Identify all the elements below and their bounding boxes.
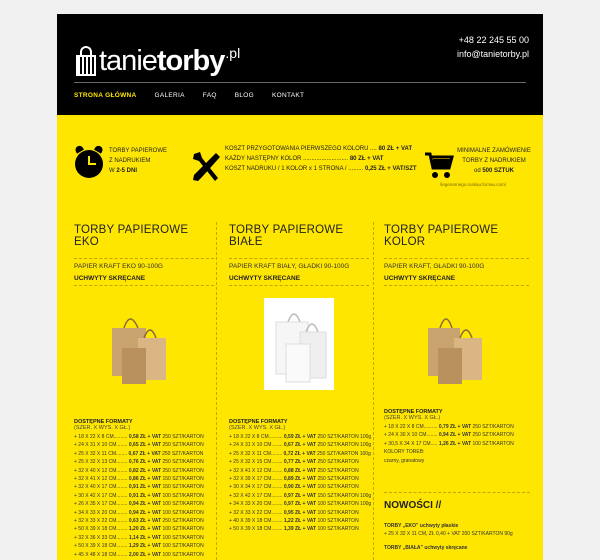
phone-number[interactable]: +48 22 245 55 00 (458, 35, 529, 45)
format-size: + 24 X 31 X 10 CM........ (74, 442, 128, 449)
format-size: + 50 X 39 X 18 CM........ (74, 543, 128, 550)
column-paper: PAPIER KRAFT, GŁADKI 90-100G (384, 258, 529, 270)
format-price: 0,86 ZŁ + VAT (128, 476, 162, 483)
info-link[interactable]: /legenarnego.ruskau.fornau.com/ (440, 182, 507, 187)
column-title[interactable]: TORBY PAPIEROWE EKO (74, 224, 189, 248)
format-row (229, 475, 371, 483)
format-row (384, 440, 514, 448)
format-qty: 100 SZT/KARTON (317, 526, 359, 533)
colors-list: czarny, granatowy (384, 457, 425, 464)
format-row (74, 517, 204, 525)
format-price: 0,72 ZŁ + VAT (283, 450, 316, 457)
format-qty: 250 SZT/KARTON (162, 434, 204, 440)
format-price: 0,88 ZŁ + VAT (283, 467, 317, 474)
format-row (74, 467, 204, 475)
format-qty: 250 SZT/KARTON (472, 424, 514, 430)
white-bags-photo[interactable] (264, 298, 334, 390)
format-qty: 250 SZT/KARTON (472, 432, 514, 439)
format-row (74, 534, 204, 542)
format-price: 0,94 ZŁ + VAT (128, 509, 162, 516)
delivery-time-info: TORBY PAPIEROWE Z NADRUKIEM W 2-5 DNI (109, 148, 168, 174)
format-price: 0,76 ZŁ + VAT (128, 459, 162, 466)
logo-text-bold: torby (156, 45, 225, 77)
format-row (74, 483, 204, 491)
logo-text-light: tanie (99, 45, 157, 77)
format-price: 0,97 ZŁ + VAT (283, 492, 317, 499)
format-price: 0,91 ZŁ + VAT (128, 484, 162, 491)
format-qty: 100 SZT/KARTON 100g (317, 501, 372, 508)
clock-icon (75, 150, 103, 178)
format-qty: 150 SZT/KARTON (162, 476, 204, 483)
format-qty: 250 SZT/KARTON (317, 476, 359, 483)
format-row (74, 542, 204, 550)
nav-item-home[interactable]: STRONA GŁÓWNA (74, 92, 137, 99)
format-size: + 18 X 22 X 8 CM.......... (74, 434, 128, 440)
column-title[interactable]: TORBY PAPIEROWE BIAŁE (229, 224, 344, 248)
column-paper: PAPIER KRAFT BIAŁY, GŁADKI 90-100G (229, 258, 369, 270)
format-price: 0,90 ZŁ + VAT (283, 484, 317, 491)
news-item: TORBY „EKO” uchwyty płaskie + 25 X 32 X 11 CM, ZŁ 0,40 + VAT 200 SZT/KARTON 90g TORBY „BIAŁA” uchwyty skręcane (384, 523, 513, 551)
format-price: 0,77 ZŁ + VAT (283, 459, 317, 466)
format-price: 1,29 ZŁ + VAT (128, 543, 162, 550)
format-size: + 32 X 40 X 12 CM........ (74, 467, 128, 474)
format-price: 2,00 ZŁ + VAT (128, 551, 162, 558)
column-handles: UCHWYTY SKRĘCANE (229, 275, 301, 282)
nav-item-contact[interactable]: KONTAKT (271, 92, 305, 99)
format-size: + 18 X 22 X 8 CM.......... (229, 434, 283, 440)
format-size: + 45 X 48 X 18 CM........ (74, 551, 128, 558)
page (57, 14, 543, 560)
color-bags-photo[interactable] (420, 298, 490, 390)
format-price: 0,58 ZŁ + VAT (128, 434, 162, 440)
format-size: + 50 X 39 X 18 CM........ (74, 526, 128, 533)
format-row (229, 517, 371, 525)
cart-icon (424, 148, 454, 182)
format-row (384, 431, 514, 439)
format-qty: 250 SZT/KARTON (162, 442, 204, 449)
white-formats: DOSTĘPNE FORMATY (SZER. X WYS. X GŁ.) + 18 X 22 X 8 CM.......... 0,59 ZŁ + VAT 250 SZT/KARTON 100g + 24 X 31 X 10 CM........ 0,67 ZŁ + VAT 250 SZT/KARTON 100g + 25 X 32 X 11 CM........ 0,72 ZŁ + VAT 250 SZT/KARTON 100g + 25 X 32 X 15 CM........ 0,77 ZŁ + VAT 250 SZT/KARTON + 32 X 41 X 12 CM........ 0,88 ZŁ + VAT 250 SZT/KARTON + 32 X 39 X 17 CM........ 0,89 ZŁ + VAT 250 SZT/KARTON + 30 X 34 X 17 CM........ 0,90 ZŁ + VAT 100 SZT/KARTON + 32 X 42 X 17 CM........ 0,97 ZŁ + VAT 150 SZT/KARTON 100g + 34 X 33 X 20 CM........ 0,97 ZŁ + VAT 100 SZT/KARTON 100g + 32 X 33 X 22 CM........ 0,95 ZŁ + VAT 100 SZT/KARTON + 40 X 39 X 18 CM........ 1,22 ZŁ + VAT 100 SZT/KARTON + 50 X 39 X 18 CM........ 1,39 ZŁ + VAT 100 SZT/KARTON (229, 419, 372, 533)
minimum-order-info: MINIMALNE ZAMÓWIENIE TORBY Z NADRUKIEM od 500 SZTUK (457, 148, 531, 174)
format-size: + 32 X 36 X 33 CM........ (74, 534, 128, 541)
email-link[interactable]: info@tanietorby.pl (456, 49, 529, 59)
format-qty: 250 SZT/KARTON (162, 450, 204, 457)
format-row (74, 525, 204, 533)
format-qty: 250 SZT/KARTON (162, 459, 204, 466)
bag-logo-icon (76, 46, 96, 76)
format-size: + 25 X 32 X 11 CM........ (229, 450, 283, 457)
format-row (229, 483, 371, 491)
format-qty: 100 SZT/KARTON (162, 534, 204, 541)
header-divider (74, 82, 526, 83)
format-price: 0,89 ZŁ + VAT (283, 476, 317, 483)
nav-item-blog[interactable]: BLOG (234, 92, 254, 99)
format-row (229, 500, 371, 508)
tools-icon (190, 150, 222, 184)
format-price: 0,94 ZŁ + VAT (128, 501, 162, 508)
column-handles: UCHWYTY SKRĘCANE (384, 275, 456, 282)
color-formats: DOSTĘPNE FORMATY (SZER. X WYS. X GŁ.) + 18 X 22 X 8 CM.......... 0,79 ZŁ + VAT 250 SZT/KARTON + 24 X 30 X 10 CM........ 0,94 ZŁ + VAT 250 SZT/KARTON + 30,5 X 34 X 17 CM..... 1,26 ZŁ + VAT 100 SZT/KARTON KOLORY TOREB: czarny, granatowy (384, 409, 514, 464)
format-qty: 100 SZT/KARTON (162, 551, 204, 558)
format-price: 0,63 ZŁ + VAT (128, 518, 162, 525)
format-size: + 32 X 41 X 12 CM........ (74, 476, 128, 483)
format-qty: 100 SZT/KARTON (317, 518, 359, 525)
format-row (229, 433, 371, 441)
format-price: 0,82 ZŁ + VAT (128, 467, 162, 474)
format-price: 0,59 ZŁ + VAT (283, 434, 317, 440)
format-size: + 25 X 32 X 13 CM........ (74, 459, 128, 466)
format-row (74, 458, 204, 466)
format-qty: 150 SZT/KARTON 100g (317, 492, 372, 499)
format-size: + 18 X 22 X 8 CM.......... (384, 424, 438, 430)
format-size: + 25 X 32 X 11 CM........ (74, 450, 128, 457)
format-row (229, 525, 371, 533)
format-qty: 250 SZT/KARTON 100g (317, 434, 372, 440)
format-row (74, 500, 204, 508)
format-row (74, 492, 204, 500)
format-row (74, 475, 204, 483)
format-price: 1,20 ZŁ + VAT (128, 526, 162, 533)
format-qty: 100 SZT/KARTON (162, 501, 204, 508)
format-qty: 100 SZT/KARTON (162, 492, 204, 499)
format-price: 0,67 ZŁ + VAT (128, 450, 161, 457)
format-qty: 100 SZT/KARTON (317, 509, 359, 516)
format-size: + 30,5 X 34 X 17 CM..... (384, 440, 438, 447)
contact-info (457, 33, 529, 61)
column-handles: UCHWYTY SKRĘCANE (74, 275, 146, 282)
format-size: + 24 X 31 X 10 CM........ (229, 442, 283, 449)
column-title[interactable]: TORBY PAPIEROWE KOLOR (384, 224, 499, 248)
format-qty: 100 SZT/KARTON (162, 509, 204, 516)
format-size: + 50 X 39 X 18 CM........ (229, 526, 283, 533)
format-row (229, 492, 371, 500)
format-qty: 150 SZT/KARTON (162, 484, 204, 491)
format-size: + 40 X 39 X 18 CM........ (229, 518, 283, 525)
format-row (74, 450, 204, 458)
colors-title: KOLORY TOREB: (384, 449, 425, 456)
format-size: + 30 X 42 X 17 CM........ (74, 492, 128, 499)
format-size: + 26 X 35 X 17 CM........ (74, 501, 128, 508)
format-size: + 32 X 33 X 22 CM........ (74, 518, 128, 525)
format-qty: 250 SZT/KARTON (317, 467, 359, 474)
format-size: + 32 X 33 X 22 CM........ (229, 509, 283, 516)
format-size: + 25 X 32 X 15 CM........ (229, 459, 283, 466)
format-price: 0,94 ZŁ + VAT (438, 432, 472, 439)
column-paper: PAPIER KRAFT EKO 90-100G (74, 258, 214, 270)
format-qty: 250 SZT/KARTON (317, 459, 359, 466)
format-qty: 250 SZT/KARTON (162, 518, 204, 525)
format-size: + 30 X 34 X 17 CM........ (229, 484, 283, 491)
format-qty: 100 SZT/KARTON (162, 543, 204, 550)
logo-tld: .pl (225, 45, 241, 61)
main-nav (74, 92, 304, 99)
news-title: NOWOŚCI // (384, 500, 442, 511)
format-qty: 100 SZT/KARTON (162, 526, 204, 533)
format-size: + 32 X 40 X 17 CM........ (74, 484, 128, 491)
format-qty: 100 SZT/KARTON (472, 440, 514, 447)
format-size: + 32 X 39 X 17 CM........ (229, 476, 283, 483)
format-row (384, 423, 514, 431)
format-row (229, 450, 371, 458)
format-row (229, 467, 371, 475)
format-row (74, 433, 204, 441)
format-price: 0,91 ZŁ + VAT (128, 492, 162, 499)
format-size: + 32 X 42 X 17 CM........ (229, 492, 283, 499)
format-row (229, 458, 371, 466)
format-price: 1,22 ZŁ + VAT (283, 518, 317, 525)
format-size: + 34 X 33 X 20 CM........ (74, 509, 128, 516)
format-price: 0,65 ZŁ + VAT (128, 442, 162, 449)
format-price: 0,67 ZŁ + VAT (283, 442, 317, 449)
print-costs-info: KOSZT PRZYGOTOWANIA PIERWSZEGO KOLORU .... 80 ZŁ + VAT KAŻDY NASTĘPNY KOLOR ........................... 80 ZŁ + VAT KOSZT NADRUKU / 1 KOLOR x 1 STRONA / ......... 0,25 ZŁ + VAT/SZT (225, 146, 417, 172)
format-price: 0,95 ZŁ + VAT (283, 509, 317, 516)
format-qty: 250 SZT/KARTON (162, 467, 204, 474)
logo[interactable] (76, 36, 240, 76)
format-row (74, 509, 204, 517)
format-qty: 250 SZT/KARTON 100g (317, 442, 372, 449)
nav-item-faq[interactable]: FAQ (202, 92, 217, 99)
format-price: 1,26 ZŁ + VAT (438, 440, 472, 447)
format-qty: 100 SZT/KARTON (317, 484, 359, 491)
product-columns (57, 216, 543, 560)
site-header (57, 14, 543, 115)
format-price: 0,79 ZŁ + VAT (438, 424, 472, 430)
format-price: 1,14 ZŁ + VAT (128, 534, 162, 541)
format-row (74, 551, 204, 559)
format-row (229, 509, 371, 517)
format-size: + 32 X 41 X 12 CM........ (229, 467, 283, 474)
eko-formats: DOSTĘPNE FORMATY (SZER. X WYS. X GŁ.) + 18 X 22 X 8 CM.......... 0,58 ZŁ + VAT 250 SZT/KARTON + 24 X 31 X 10 CM........ 0,65 ZŁ + VAT 250 SZT/KARTON + 25 X 32 X 11 CM........ 0,67 ZŁ + VAT 250 SZT/KARTON + 25 X 32 X 13 CM........ 0,76 ZŁ + VAT 250 SZT/KARTON + 32 X 40 X 12 CM........ 0,82 ZŁ + VAT 250 SZT/KARTON + 32 X 41 X 12 CM........ 0,86 ZŁ + VAT 150 SZT/KARTON + 32 X 40 X 17 CM........ 0,91 ZŁ + VAT 150 SZT/KARTON + 30 X 42 X 17 CM........ 0,91 ZŁ + VAT 100 SZT/KARTON + 26 X 35 X 17 CM........ 0,94 ZŁ + VAT 100 SZT/KARTON + 34 X 33 X 20 CM........ 0,94 ZŁ + VAT 100 SZT/KARTON + 32 X 33 X 22 CM........ 0,63 ZŁ + VAT 250 SZT/KARTON + 50 X 39 X 18 CM........ 1,20 ZŁ + VAT 100 SZT/KARTON + 32 X 36 X 33 CM........ 1,14 ZŁ + VAT 100 SZT/KARTON + 50 X 39 X 18 CM........ 1,29 ZŁ + VAT 100 SZT/KARTON + 45 X 48 X 18 CM........ 2,00 ZŁ + VAT 100 SZT/KARTON (74, 419, 204, 558)
format-size: + 34 X 33 X 20 CM........ (229, 501, 283, 508)
format-price: 1,39 ZŁ + VAT (283, 526, 317, 533)
format-qty: 250 SZT/KARTON 100g (317, 450, 371, 457)
format-price: 0,97 ZŁ + VAT (283, 501, 317, 508)
format-row (74, 441, 204, 449)
nav-item-gallery[interactable]: GALERIA (154, 92, 185, 99)
eko-bags-photo[interactable] (104, 298, 174, 390)
format-size: + 24 X 30 X 10 CM........ (384, 432, 438, 439)
format-row (229, 441, 371, 449)
